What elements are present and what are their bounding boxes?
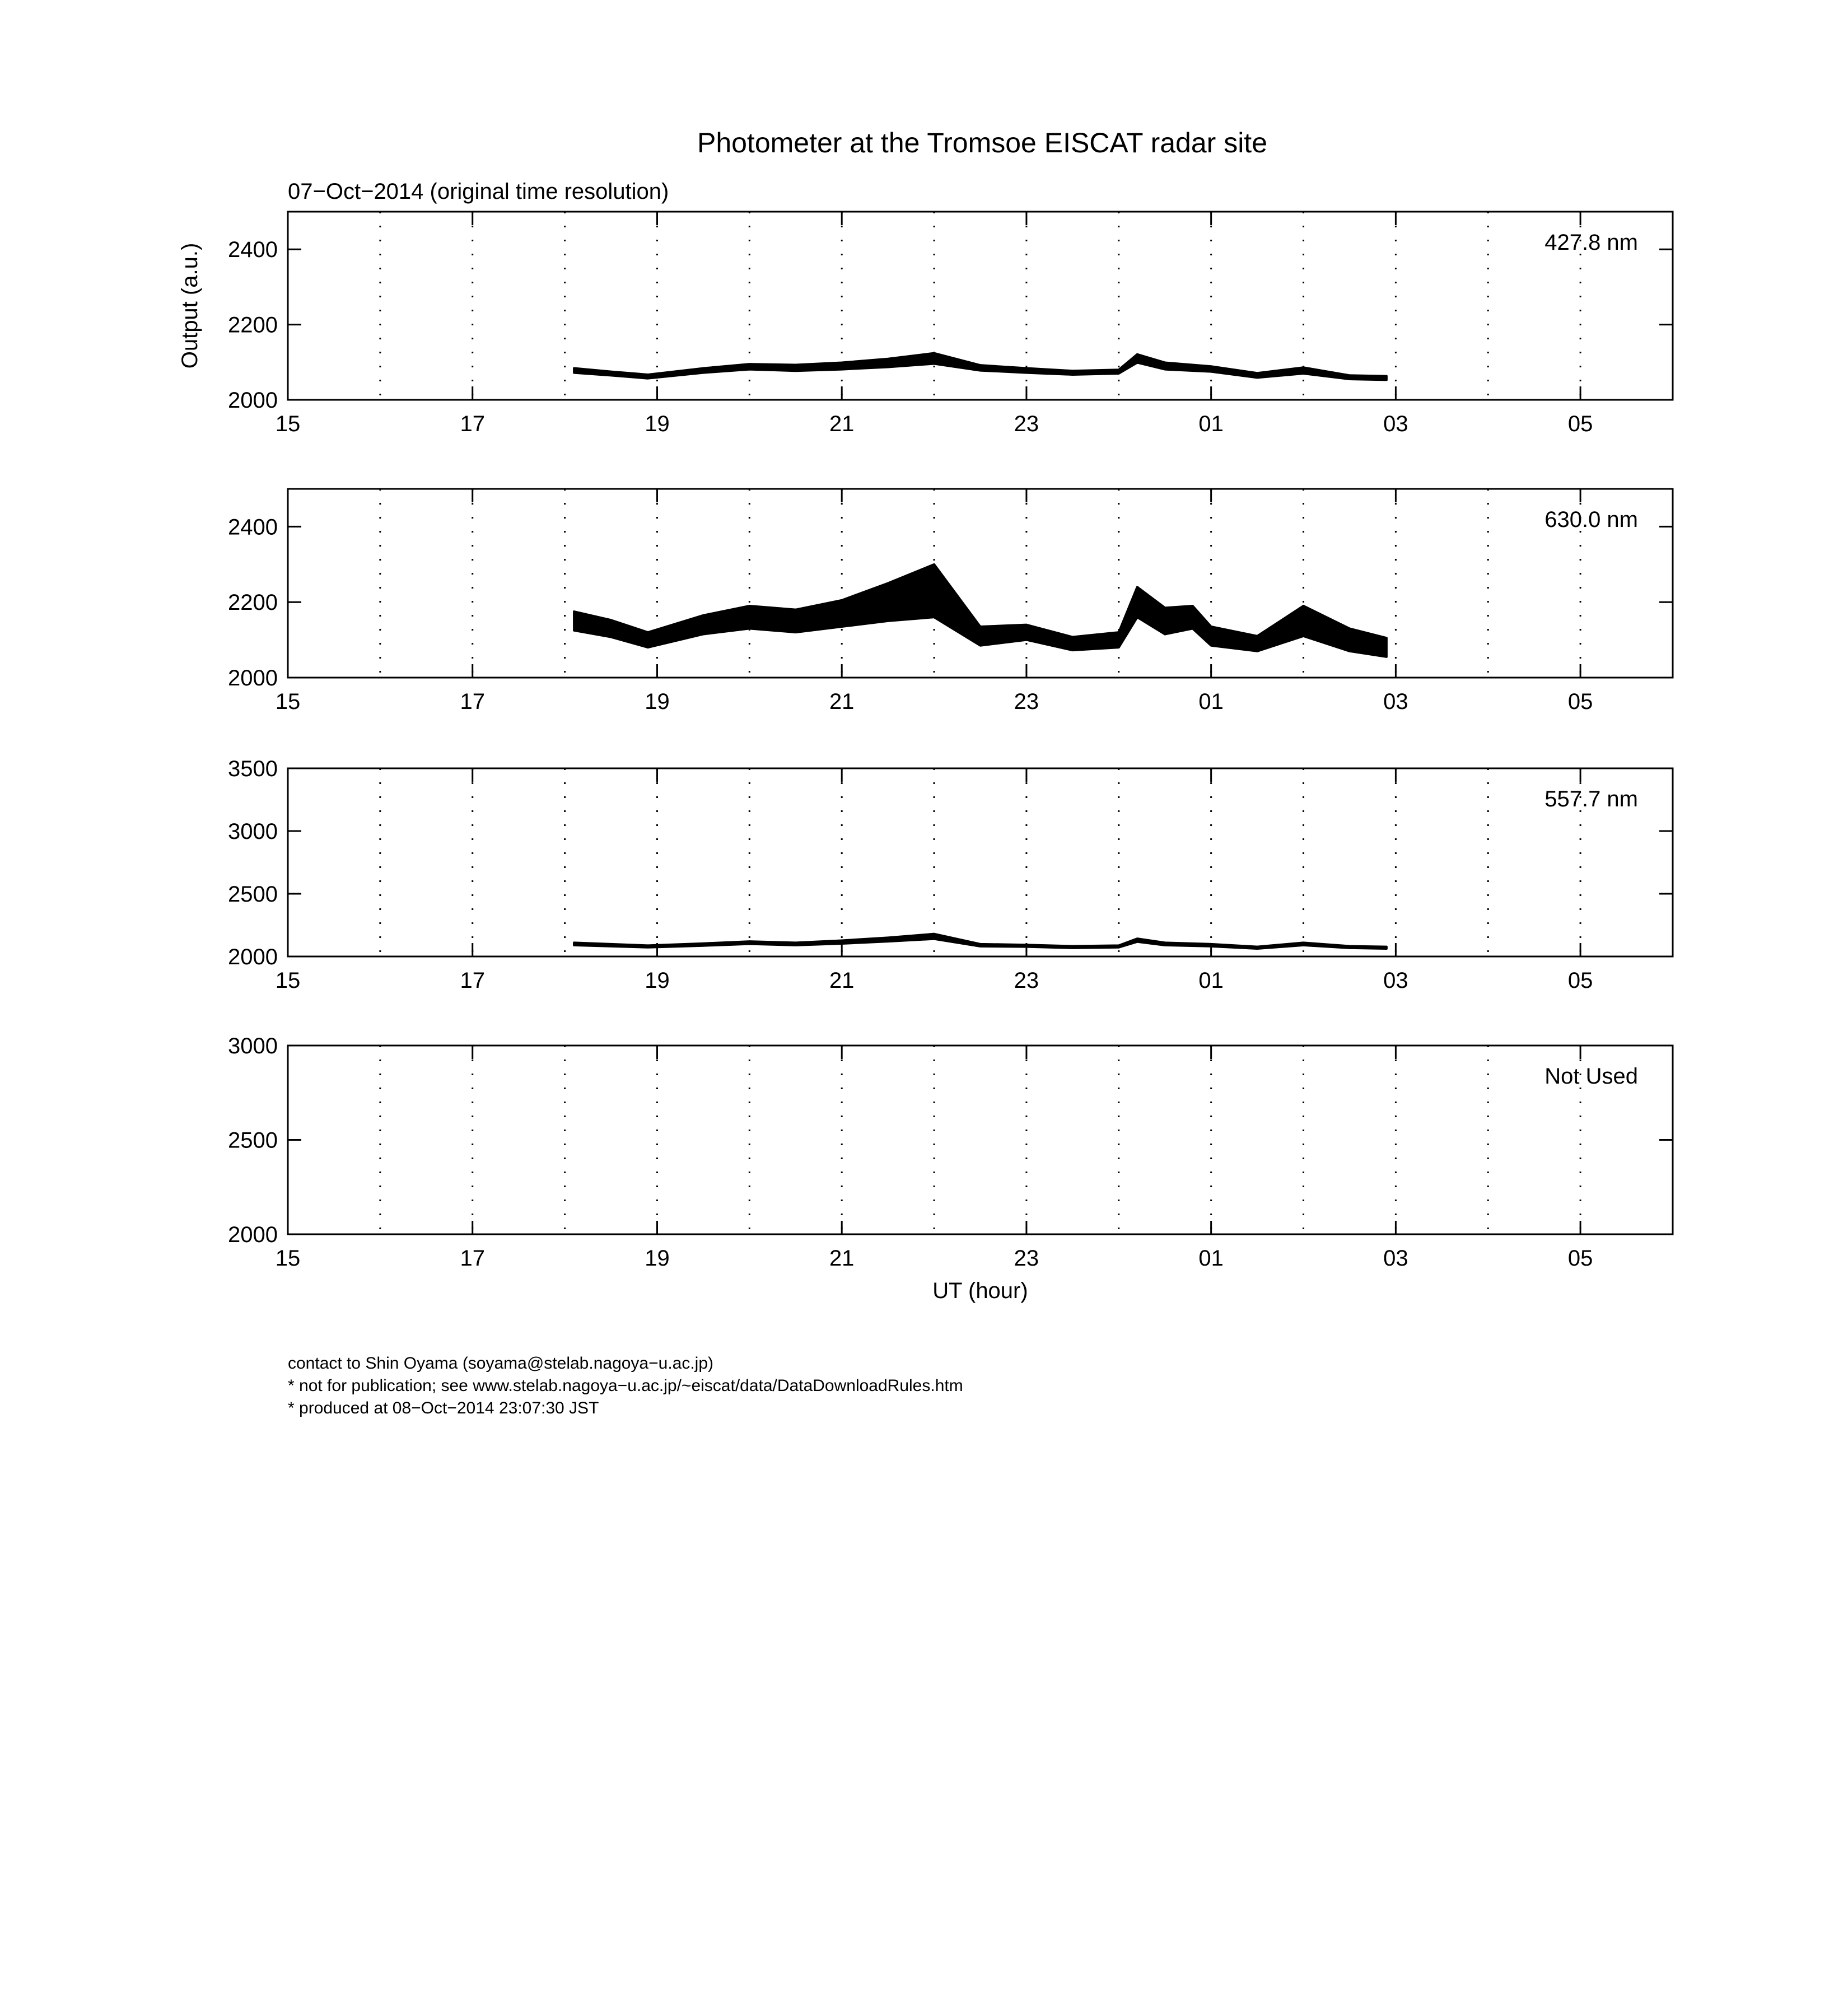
y-tick-label: 2200: [228, 312, 278, 338]
x-tick-label: 05: [1567, 968, 1593, 993]
chart-subtitle: 07−Oct−2014 (original time resolution): [288, 179, 669, 204]
x-tick-label: 05: [1567, 1246, 1593, 1271]
chart-title: Photometer at the Tromsoe EISCAT radar site: [697, 127, 1268, 158]
x-tick-label: 15: [275, 968, 301, 993]
footer-contact: contact to Shin Oyama (soyama@stelab.nagoya−u.ac.jp): [288, 1354, 714, 1373]
y-tick-label: 2400: [228, 515, 278, 540]
x-tick-label: 01: [1198, 412, 1224, 436]
x-tick-label: 21: [829, 1246, 855, 1271]
x-tick-label: 19: [645, 689, 670, 714]
footer-publication-note: * not for publication; see www.stelab.nagoya−u.ac.jp/~eiscat/data/DataDownloadRules.htm: [288, 1376, 963, 1395]
x-tick-label: 05: [1567, 412, 1593, 436]
x-tick-label: 17: [460, 968, 485, 993]
y-tick-label: 3000: [228, 819, 278, 844]
axes-frame: [288, 489, 1673, 678]
x-tick-label: 23: [1014, 689, 1039, 714]
x-tick-label: 21: [829, 968, 855, 993]
y-tick-label: 2200: [228, 590, 278, 615]
x-tick-label: 23: [1014, 1246, 1039, 1271]
series-line: [574, 936, 1387, 948]
x-tick-label: 03: [1383, 412, 1408, 436]
y-tick-label: 2400: [228, 237, 278, 263]
x-tick-label: 15: [275, 689, 301, 714]
channel-label: 427.8 nm: [1544, 230, 1638, 255]
y-tick-label: 2000: [228, 1222, 278, 1247]
x-tick-label: 01: [1198, 689, 1224, 714]
x-tick-label: 17: [460, 689, 485, 714]
x-tick-label: 21: [829, 689, 855, 714]
x-tick-label: 03: [1383, 689, 1408, 714]
y-tick-label: 3500: [228, 757, 278, 781]
y-tick-label: 2000: [228, 388, 278, 413]
y-tick-label: 2000: [228, 666, 278, 690]
x-tick-label: 23: [1014, 968, 1039, 993]
x-tick-label: 15: [275, 1246, 301, 1271]
x-tick-label: 21: [829, 412, 855, 436]
x-tick-label: 05: [1567, 689, 1593, 714]
y-tick-label: 2000: [228, 945, 278, 969]
x-tick-label: 01: [1198, 1246, 1224, 1271]
channel-label: 630.0 nm: [1544, 507, 1638, 532]
channel-label: Not Used: [1544, 1064, 1638, 1089]
x-tick-label: 03: [1383, 1246, 1408, 1271]
x-tick-label: 19: [645, 968, 670, 993]
data-band: [574, 564, 1387, 657]
x-tick-label: 01: [1198, 968, 1224, 993]
y-tick-label: 2500: [228, 882, 278, 907]
x-tick-label: 15: [275, 412, 301, 436]
x-tick-label: 19: [645, 1246, 670, 1271]
footer-produced-time: * produced at 08−Oct−2014 23:07:30 JST: [288, 1399, 599, 1417]
x-tick-label: 19: [645, 412, 670, 436]
axes-frame: [288, 212, 1673, 400]
y-tick-label: 2500: [228, 1128, 278, 1153]
x-axis-label: UT (hour): [932, 1278, 1028, 1303]
axes-frame: [288, 768, 1673, 956]
y-axis-label: Output (a.u.): [178, 242, 202, 369]
x-tick-label: 17: [460, 412, 485, 436]
x-tick-label: 23: [1014, 412, 1039, 436]
axes-frame: [288, 1046, 1673, 1234]
y-tick-label: 3000: [228, 1034, 278, 1058]
x-tick-label: 17: [460, 1246, 485, 1271]
channel-label: 557.7 nm: [1544, 787, 1638, 811]
x-tick-label: 03: [1383, 968, 1408, 993]
